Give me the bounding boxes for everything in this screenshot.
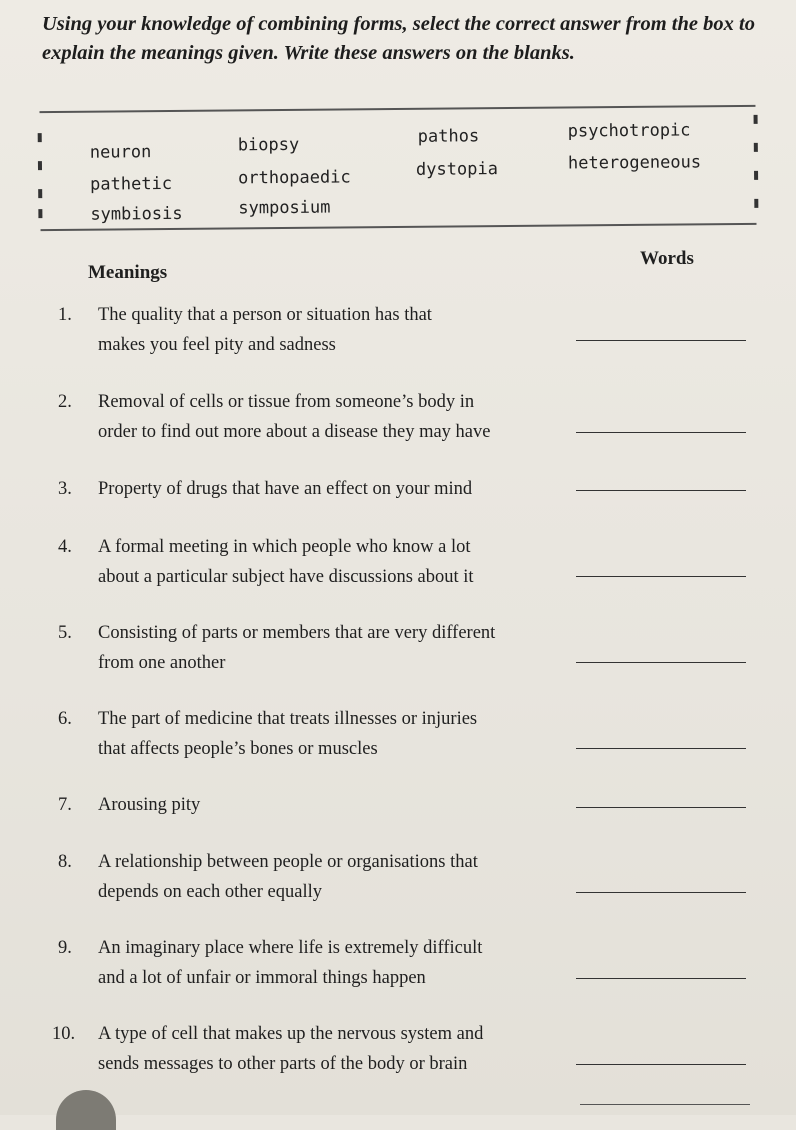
- answer-blank-3[interactable]: [576, 490, 746, 491]
- box-edge-mark: [38, 161, 42, 170]
- item-number: 6.: [58, 709, 72, 729]
- item-number: 2.: [58, 392, 72, 412]
- answer-blank-9[interactable]: [576, 978, 746, 979]
- word-symposium: symposium: [238, 197, 331, 219]
- page-corner-shadow: [56, 1090, 116, 1130]
- item-text-line2: order to find out more about a disease they may have: [98, 422, 491, 442]
- item-text-line1: A relationship between people or organisations that: [98, 852, 478, 872]
- item-text-line2: about a particular subject have discussions about it: [98, 567, 474, 587]
- item-text-line1: A formal meeting in which people who know a lot: [98, 537, 471, 557]
- answer-blank-6[interactable]: [576, 748, 746, 749]
- item-text-line1: An imaginary place where life is extremely difficult: [98, 938, 483, 958]
- item-number: 8.: [58, 852, 72, 872]
- words-heading: Words: [640, 248, 694, 269]
- item-text-line2: makes you feel pity and sadness: [98, 335, 336, 355]
- item-number: 7.: [58, 795, 72, 815]
- meanings-heading: Meanings: [88, 262, 168, 283]
- box-edge-mark: [38, 133, 42, 142]
- bottom-rule: [580, 1104, 750, 1105]
- item-number: 5.: [58, 623, 72, 643]
- box-edge-mark: [754, 115, 758, 124]
- word-biopsy: biopsy: [237, 134, 300, 156]
- item-text-line1: Removal of cells or tissue from someone’s body in: [98, 392, 475, 412]
- item-text-line1: Consisting of parts or members that are very different: [98, 623, 496, 643]
- item-number: 1.: [58, 305, 72, 325]
- item-text-line1: The quality that a person or situation has that: [98, 305, 432, 325]
- answer-blank-2[interactable]: [576, 432, 746, 433]
- answer-blank-7[interactable]: [576, 807, 746, 808]
- box-edge-mark: [754, 199, 758, 208]
- answer-blank-10[interactable]: [576, 1064, 746, 1065]
- word-symbiosis: symbiosis: [90, 203, 183, 225]
- word-box: [39, 105, 756, 231]
- item-text-line2: that affects people’s bones or muscles: [98, 739, 378, 759]
- item-number: 10.: [52, 1024, 76, 1044]
- answer-blank-1[interactable]: [576, 340, 746, 341]
- box-edge-mark: [754, 143, 758, 152]
- item-number: 3.: [58, 479, 72, 499]
- instructions: Using your knowledge of combining forms, select the correct answer from the box to explain the meanings given. Write these answers on the blanks.: [42, 13, 755, 64]
- word-orthopaedic: orthopaedic: [237, 167, 351, 189]
- answer-blank-8[interactable]: [576, 892, 746, 893]
- item-text-line2: from one another: [98, 653, 226, 673]
- word-pathetic: pathetic: [90, 173, 173, 195]
- word-psychotropic: psychotropic: [567, 120, 691, 142]
- word-neuron: neuron: [89, 142, 152, 163]
- item-text-line1: Arousing pity: [98, 795, 201, 815]
- item-text-line1: A type of cell that makes up the nervous system and: [98, 1024, 484, 1044]
- item-text-line2: and a lot of unfair or immoral things happen: [98, 968, 426, 988]
- item-text-line1: Property of drugs that have an effect on your mind: [98, 479, 473, 499]
- box-edge-mark: [38, 189, 42, 198]
- item-number: 4.: [58, 537, 72, 557]
- item-text-line2: sends messages to other parts of the body or brain: [98, 1054, 468, 1074]
- item-text-line2: depends on each other equally: [98, 882, 322, 902]
- word-heterogeneous: heterogeneous: [567, 152, 702, 174]
- item-number: 9.: [58, 938, 72, 958]
- box-edge-mark: [38, 209, 42, 218]
- word-dystopia: dystopia: [415, 159, 498, 180]
- box-edge-mark: [754, 171, 758, 180]
- answer-blank-4[interactable]: [576, 576, 746, 577]
- answer-blank-5[interactable]: [576, 662, 746, 663]
- word-pathos: pathos: [417, 126, 480, 147]
- item-text-line1: The part of medicine that treats illnesses or injuries: [98, 709, 478, 729]
